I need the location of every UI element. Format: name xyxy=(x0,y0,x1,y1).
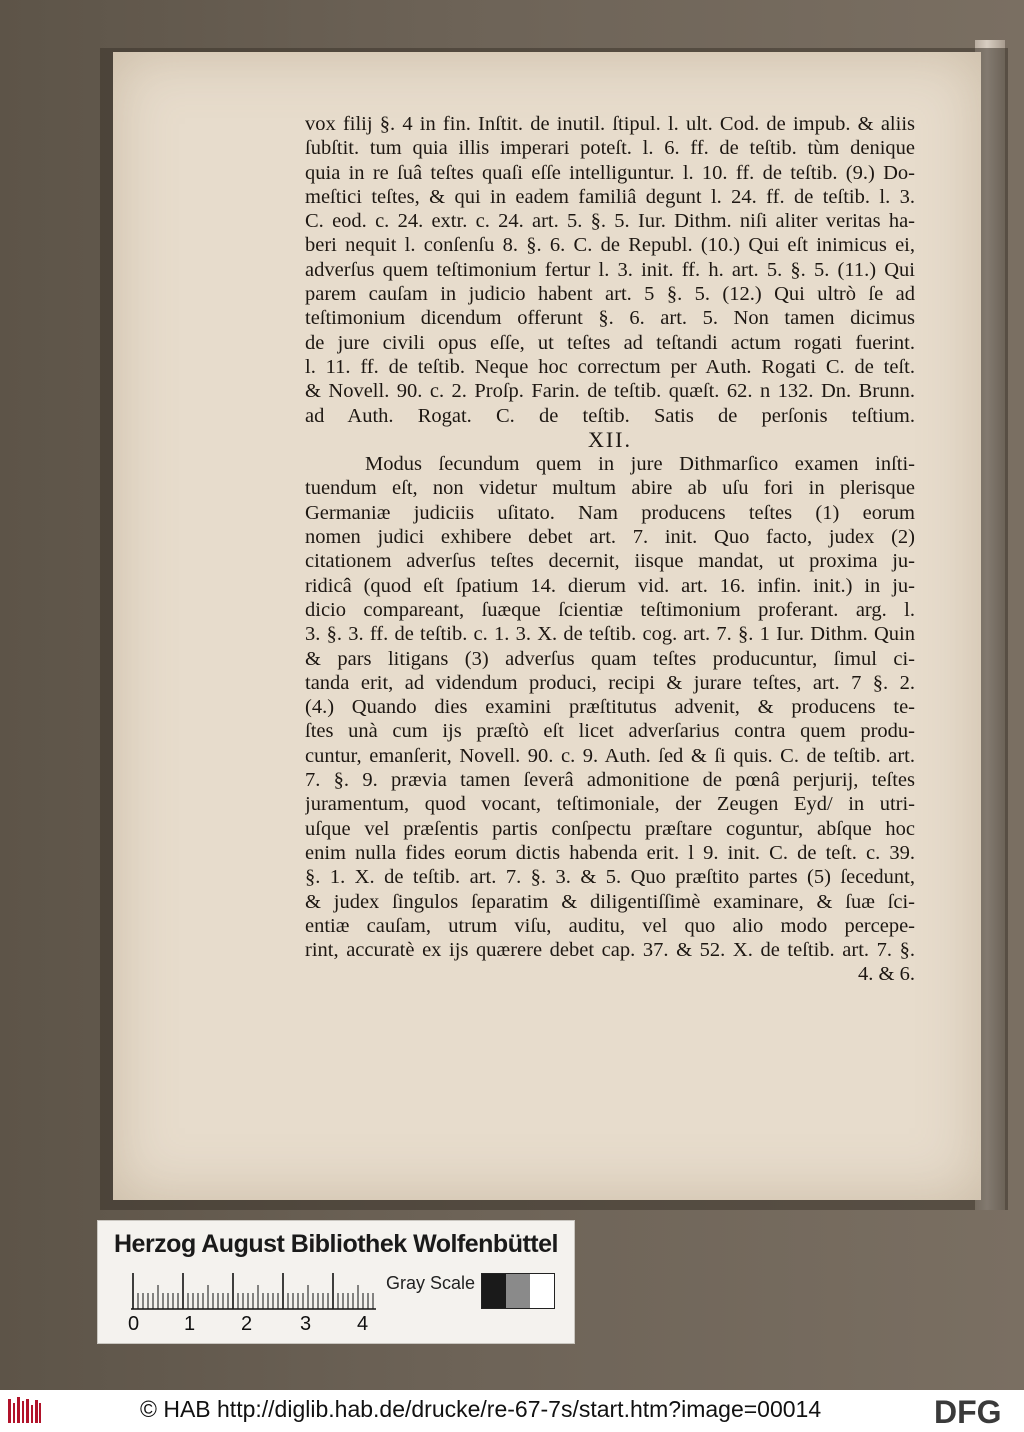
text-line: tanda erit, ad videndum produci, recipi & jurare teſtes, art. 7 §. 2. xyxy=(305,671,915,694)
text-line: nomen judici exhibere debet art. 7. init. Quo facto, judex (2) xyxy=(305,526,915,549)
color-calibration-card xyxy=(97,1220,575,1344)
ruler-labels xyxy=(124,1313,384,1339)
ruler-label: 4 xyxy=(357,1313,369,1335)
gray-swatch-dark xyxy=(482,1274,506,1308)
page-text xyxy=(305,112,915,987)
text-line: & Novell. 90. c. 2. Proſp. Farin. de teſtib. quæſt. 62. n 132. Dn. Brunn. xyxy=(305,380,915,403)
text-line: tuendum eſt, non videtur multum abire ab uſu fori in plerisque xyxy=(305,477,915,500)
text-line: l. 11. ff. de teſtib. Neque hoc correctum per Auth. Rogati C. de teſt. xyxy=(305,355,915,378)
text-line: citationem adverſus teſtes decernit, iisque mandat, ut proxima ju- xyxy=(305,550,915,573)
gray-scale-swatch xyxy=(481,1273,555,1309)
section-heading: XII. xyxy=(587,427,633,452)
text-line: ad Auth. Rogat. C. de teſtib. Satis de perſonis teſtium. xyxy=(305,404,915,427)
footer-bar xyxy=(0,1390,1024,1432)
text-line: ſubſtit. tum quia illis imperari poteſt. l. 6. ff. de teſtib. tùm denique xyxy=(305,137,915,160)
text-line: ridicâ (quod eſt ſpatium 14. dierum vid. art. 16. infin. init.) in ju- xyxy=(305,574,915,597)
text-line: meſtici teſtes, & qui in eadem familiâ degunt l. 24. ff. de teſtib. l. 3. xyxy=(305,185,915,208)
text-line: dicio compareant, ſuæque ſcientiæ teſtimonium proferant. arg. l. xyxy=(305,598,915,621)
ruler-label: 1 xyxy=(184,1313,196,1335)
text-line: cuntur, emanſerit, Novell. 90. c. 9. Auth. ſed & ſi quis. C. de teſtib. art. xyxy=(305,744,915,767)
text-line: ſtes unà cum ijs præſtò eſt licet adverſarius contra quem produ- xyxy=(305,720,915,743)
text-line: enim nulla fides eorum dictis habenda erit. l 9. init. C. de teſt. c. 39. xyxy=(305,841,915,864)
text-line: (4.) Quando dies examini præſtitutus advenit, & producens te- xyxy=(305,696,915,719)
ruler-label: 3 xyxy=(300,1313,312,1335)
gray-swatch-light xyxy=(530,1274,554,1308)
text-line: juramentum, quod vocant, teſtimoniale, der Zeugen Eyd/ in utri- xyxy=(305,793,915,816)
text-line: Modus ſecundum quem in jure Dithmarſico examen inſti- xyxy=(365,453,915,476)
card-title: Herzog August Bibliothek Wolfenbüttel xyxy=(114,1230,558,1258)
gray-scale-label: Gray Scale xyxy=(386,1273,476,1293)
footer-url-text: © HAB http://diglib.hab.de/drucke/re-67-7s/start.htm?image=00014 xyxy=(140,1396,822,1422)
text-line: §. 1. X. de teſtib. art. 7. §. 3. & 5. Quo præſtito partes (5) ſecedunt, xyxy=(305,866,915,889)
text-line: entiæ cauſam, utrum viſu, auditu, vel quo alio modo percepe- xyxy=(305,914,915,937)
dfg-logo xyxy=(934,1395,1018,1427)
ruler-label: 0 xyxy=(128,1313,140,1335)
text-line: Germaniæ judiciis uſitato. Nam producens teſtes (1) eorum xyxy=(305,501,915,524)
text-line: uſque vel præſentis partis conſpectu præſtare coguntur, abſque hoc xyxy=(305,817,915,840)
text-line: rint, accuratè ex ijs quærere debet cap. 37. & 52. X. de teſtib. art. 7. §. xyxy=(305,939,915,962)
text-line: 3. §. 3. ff. de teſtib. c. 1. 3. X. de teſtib. cog. art. 7. §. 1 Iur. Dithm. Quin xyxy=(305,623,915,646)
ruler xyxy=(131,1271,376,1311)
text-line: & judex ſingulos ſeparatim & diligentiſſimè examinare, & ſuæ ſci- xyxy=(305,890,915,913)
dfg-logo-text: DFG xyxy=(934,1395,1002,1427)
text-line: parem cauſam in judicio habent art. 5 §. 5. (12.) Qui ultrò ſe ad xyxy=(305,283,915,306)
text-line: & pars litigans (3) adverſus quam teſtes producuntur, ſimul ci- xyxy=(305,647,915,670)
text-line: adverſus quem teſtimonium fertur l. 3. init. ff. h. art. 5. §. 5. (11.) Qui xyxy=(305,258,915,281)
text-line-last: 4. & 6. xyxy=(858,963,915,986)
gray-swatch-mid xyxy=(506,1274,530,1308)
text-line: 7. §. 9. prævia tamen ſeverâ admonitione de pœnâ perjurij, teſtes xyxy=(305,769,915,792)
text-line: de jure civili opus eſſe, ut teſtes ad teſtandi actum rogati fuerint. xyxy=(305,331,915,354)
text-line: C. eod. c. 24. extr. c. 24. art. 5. §. 5. Iur. Dithm. niſi aliter veritas ha- xyxy=(305,210,915,233)
text-line: vox filij §. 4 in fin. Inſtit. de inutil. ſtipul. l. ult. Cod. de impub. & aliis xyxy=(305,113,915,135)
text-line: quia in re ſuâ teſtes quaſi eſſe intelliguntur. l. 10. ff. de teſtib. (9.) Do- xyxy=(305,161,915,184)
ruler-label: 2 xyxy=(241,1313,253,1335)
barcode-logo-icon xyxy=(8,1397,42,1425)
text-line: beri nequit l. conſenſu 8. §. 6. C. de Republ. (10.) Qui eſt inimicus ei, xyxy=(305,234,915,257)
text-line: teſtimonium dicendum offerunt §. 6. art. 5. Non tamen dicimus xyxy=(305,307,915,330)
